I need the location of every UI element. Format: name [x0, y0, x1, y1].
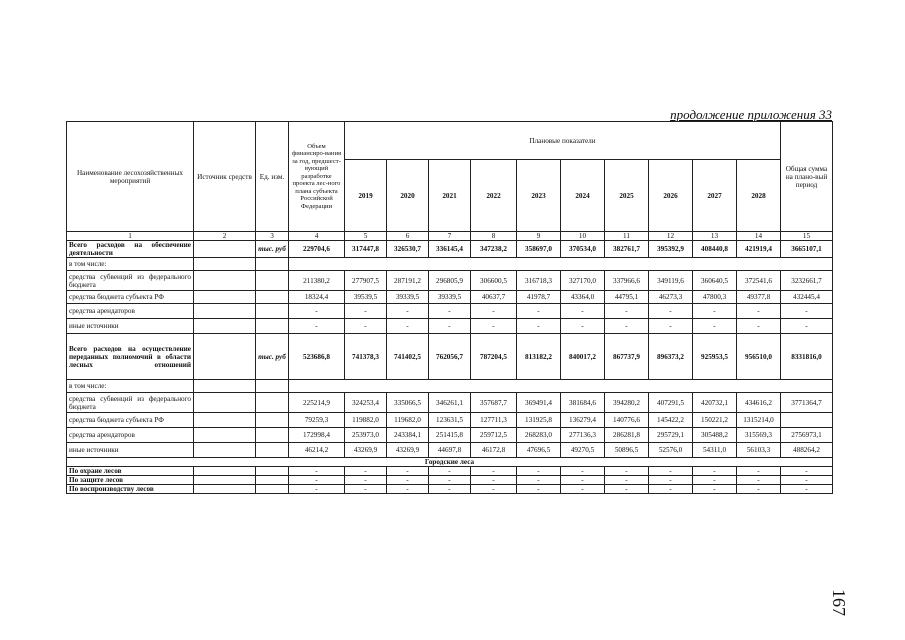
value-cell: 123631,5 [429, 413, 471, 428]
value-cell: 306600,5 [471, 271, 517, 291]
column-number: 4 [289, 232, 345, 241]
value-cell: 394280,2 [605, 393, 649, 413]
value-cell: - [605, 304, 649, 319]
table-row [67, 467, 833, 476]
value-cell: - [649, 476, 693, 485]
value-cell: 372541,6 [737, 271, 781, 291]
source-cell [194, 291, 256, 304]
value-cell: 407291,5 [649, 393, 693, 413]
value-cell: - [429, 319, 471, 334]
table-row [67, 291, 833, 304]
value-cell: 41978,7 [517, 291, 561, 304]
row-label: По защите лесов [67, 476, 194, 485]
value-cell: 317447,8 [345, 241, 387, 258]
value-cell: - [649, 304, 693, 319]
unit-cell [256, 291, 289, 304]
value-cell: 295729,1 [649, 428, 693, 443]
header-name: Наименование лесохозяйственных мероприятий [67, 122, 194, 232]
value-cell: 349119,6 [649, 271, 693, 291]
value-cell: - [517, 304, 561, 319]
row-label: средства субвенций из федерального бюджета [67, 271, 194, 291]
row-label: в том числе: [67, 380, 194, 393]
unit-cell [256, 393, 289, 413]
source-cell [194, 428, 256, 443]
finance-table [66, 121, 833, 494]
value-cell: - [471, 476, 517, 485]
row-label: средства бюджета субъекта РФ [67, 291, 194, 304]
header-year: 2025 [605, 160, 649, 232]
value-cell: 251415,8 [429, 428, 471, 443]
value-cell: 336145,4 [429, 241, 471, 258]
value-cell: - [429, 485, 471, 494]
value-cell: 896373,2 [649, 334, 693, 380]
column-number: 6 [387, 232, 429, 241]
value-cell: - [561, 476, 605, 485]
table-row [67, 393, 833, 413]
value-cell: - [737, 485, 781, 494]
row-label: По воспроизводству лесов [67, 485, 194, 494]
value-cell: - [387, 304, 429, 319]
value-cell: 145422,2 [649, 413, 693, 428]
value-cell: - [289, 319, 345, 334]
source-cell [194, 413, 256, 428]
value-cell: 324253,4 [345, 393, 387, 413]
value-cell: 44795,1 [605, 291, 649, 304]
value-cell: 119882,0 [345, 413, 387, 428]
header-year: 2021 [429, 160, 471, 232]
row-label: средства арендаторов [67, 428, 194, 443]
column-number: 7 [429, 232, 471, 241]
value-cell: 3665107,1 [781, 241, 833, 258]
header-year: 2028 [737, 160, 781, 232]
value-cell: 813182,2 [517, 334, 561, 380]
value-cell: - [289, 476, 345, 485]
value-cell: - [471, 319, 517, 334]
value-cell: - [471, 304, 517, 319]
column-number: 9 [517, 232, 561, 241]
value-cell: 335066,5 [387, 393, 429, 413]
value-cell: - [693, 304, 737, 319]
source-cell [194, 393, 256, 413]
value-cell: 360640,5 [693, 271, 737, 291]
row-label: в том числе: [67, 258, 194, 271]
value-cell: - [737, 304, 781, 319]
value-cell: 52576,0 [649, 443, 693, 458]
value-cell: 346261,1 [429, 393, 471, 413]
value-cell: - [737, 476, 781, 485]
value-cell: 337966,6 [605, 271, 649, 291]
value-cell: 39539,5 [345, 291, 387, 304]
header-planned: Плановые показатели [345, 122, 781, 160]
source-cell [194, 485, 256, 494]
table-row [67, 476, 833, 485]
unit-cell [256, 485, 289, 494]
value-cell: 381684,6 [561, 393, 605, 413]
value-cell: 127711,3 [471, 413, 517, 428]
value-cell: 18324,4 [289, 291, 345, 304]
source-cell [194, 380, 256, 393]
source-cell [194, 443, 256, 458]
unit-cell [256, 319, 289, 334]
row-label: По охране лесов [67, 467, 194, 476]
column-number: 14 [737, 232, 781, 241]
row-label: иные источники [67, 319, 194, 334]
value-cell: 140776,6 [605, 413, 649, 428]
value-cell: 395392,9 [649, 241, 693, 258]
value-cell: 382761,7 [605, 241, 649, 258]
column-number: 2 [194, 232, 256, 241]
value-cell: 370534,0 [561, 241, 605, 258]
table-row [67, 258, 833, 271]
value-cell: 119682,0 [387, 413, 429, 428]
table-row [67, 304, 833, 319]
unit-cell [256, 443, 289, 458]
value-cell: - [781, 319, 833, 334]
value-cell: 268283,0 [517, 428, 561, 443]
column-number: 5 [345, 232, 387, 241]
value-cell: 40637,7 [471, 291, 517, 304]
value-cell: 296805,9 [429, 271, 471, 291]
value-cell: 47800,3 [693, 291, 737, 304]
value-cell: - [289, 467, 345, 476]
value-cell: 420732,1 [693, 393, 737, 413]
value-cell: 277136,3 [561, 428, 605, 443]
value-cell: 211380,2 [289, 271, 345, 291]
value-cell: - [649, 319, 693, 334]
caption: продолжение приложения 33 [670, 107, 832, 122]
value-cell: 286281,8 [605, 428, 649, 443]
value-cell: 39339,5 [429, 291, 471, 304]
value-cell: - [345, 467, 387, 476]
row-label: иные источники [67, 443, 194, 458]
unit-cell: тыс. руб [256, 241, 289, 258]
value-cell: 243384,1 [387, 428, 429, 443]
value-cell: 741402,5 [387, 334, 429, 380]
value-cell: - [471, 485, 517, 494]
value-cell: 225214,9 [289, 393, 345, 413]
row-label: Всего расходов на обеспечение деятельности [67, 241, 194, 258]
source-cell [194, 334, 256, 380]
value-cell: 172998,4 [289, 428, 345, 443]
value-cell: - [561, 485, 605, 494]
table-row [67, 485, 833, 494]
value-cell: 131925,8 [517, 413, 561, 428]
header-year: 2026 [649, 160, 693, 232]
value-cell: 150221,2 [693, 413, 737, 428]
value-cell: 316718,3 [517, 271, 561, 291]
source-cell [194, 241, 256, 258]
unit-cell [256, 258, 289, 271]
value-cell: 408440,8 [693, 241, 737, 258]
value-cell: 327170,0 [561, 271, 605, 291]
value-cell [781, 413, 833, 428]
column-number: 10 [561, 232, 605, 241]
value-cell: 421919,4 [737, 241, 781, 258]
header-year: 2020 [387, 160, 429, 232]
value-cell: 46214,2 [289, 443, 345, 458]
value-cell: 488264,2 [781, 443, 833, 458]
value-cell: - [649, 485, 693, 494]
column-number: 12 [649, 232, 693, 241]
value-cell: 741378,3 [345, 334, 387, 380]
source-cell [194, 304, 256, 319]
table-row [67, 334, 833, 380]
value-cell: - [693, 485, 737, 494]
header-year: 2024 [561, 160, 605, 232]
value-cell: 305488,2 [693, 428, 737, 443]
header-year: 2023 [517, 160, 561, 232]
source-cell [194, 476, 256, 485]
value-cell: 49377,8 [737, 291, 781, 304]
value-cell: - [345, 304, 387, 319]
header-total: Общая сумма на плано-вый период [781, 122, 833, 232]
value-cell: - [517, 476, 561, 485]
value-cell: 956510,0 [737, 334, 781, 380]
value-cell: 347238,2 [471, 241, 517, 258]
unit-cell: тыс. руб [256, 334, 289, 380]
column-number: 1 [67, 232, 194, 241]
value-cell: 287191,2 [387, 271, 429, 291]
header-year: 2022 [471, 160, 517, 232]
table-row [67, 241, 833, 258]
value-cell: 8331816,0 [781, 334, 833, 380]
value-cell: - [737, 319, 781, 334]
value-cell: - [517, 467, 561, 476]
value-cell: 46172,8 [471, 443, 517, 458]
value-cell: 259712,5 [471, 428, 517, 443]
value-cell: - [387, 319, 429, 334]
value-cell: - [429, 304, 471, 319]
value-cell: 762056,7 [429, 334, 471, 380]
value-cell: 787204,5 [471, 334, 517, 380]
row-label: средства субвенций из федерального бюджета [67, 393, 194, 413]
column-number: 8 [471, 232, 517, 241]
value-cell: 43364,0 [561, 291, 605, 304]
value-cell: 369491,4 [517, 393, 561, 413]
column-number: 15 [781, 232, 833, 241]
value-cell: - [471, 467, 517, 476]
column-number: 3 [256, 232, 289, 241]
value-cell: - [387, 476, 429, 485]
source-cell [194, 467, 256, 476]
source-cell [194, 271, 256, 291]
header-volume: Объем финансиро-вания за год, предшест-вующий разработке проекта лес-ного плана субъекта Российской Федерации [289, 122, 345, 232]
row-label: средства арендаторов [67, 304, 194, 319]
value-cell: - [561, 304, 605, 319]
table-row [67, 428, 833, 443]
value-cell: 54311,0 [693, 443, 737, 458]
value-cell: 44697,8 [429, 443, 471, 458]
value-cell: 56103,3 [737, 443, 781, 458]
section-row [67, 458, 833, 467]
value-cell: - [781, 467, 833, 476]
empty-cell [289, 380, 833, 393]
source-cell [194, 258, 256, 271]
table-row [67, 413, 833, 428]
page-number: 167 [829, 589, 849, 616]
value-cell: - [387, 467, 429, 476]
value-cell: 3232661,7 [781, 271, 833, 291]
value-cell: 1315214,0 [737, 413, 781, 428]
value-cell: 46273,3 [649, 291, 693, 304]
value-cell: 277907,5 [345, 271, 387, 291]
unit-cell [256, 380, 289, 393]
value-cell: - [561, 319, 605, 334]
unit-cell [256, 271, 289, 291]
value-cell: 2756973,1 [781, 428, 833, 443]
table-row [67, 271, 833, 291]
value-cell: - [345, 485, 387, 494]
value-cell: - [781, 476, 833, 485]
column-number: 13 [693, 232, 737, 241]
value-cell: - [605, 485, 649, 494]
value-cell: - [605, 319, 649, 334]
value-cell: - [561, 467, 605, 476]
column-number: 11 [605, 232, 649, 241]
value-cell: 47696,5 [517, 443, 561, 458]
table-row [67, 319, 833, 334]
value-cell: 840017,2 [561, 334, 605, 380]
value-cell: 523686,8 [289, 334, 345, 380]
value-cell: 43269,9 [387, 443, 429, 458]
header-year: 2027 [693, 160, 737, 232]
unit-cell [256, 428, 289, 443]
value-cell: 136279,4 [561, 413, 605, 428]
value-cell: 253973,0 [345, 428, 387, 443]
value-cell: - [429, 467, 471, 476]
value-cell: - [387, 485, 429, 494]
unit-cell [256, 413, 289, 428]
value-cell: 229704,6 [289, 241, 345, 258]
value-cell: 925953,5 [693, 334, 737, 380]
value-cell: - [693, 476, 737, 485]
header-unit: Ед. изм. [256, 122, 289, 232]
row-label: Всего расходов на осуществление переданных полномочий в области лесных отношений [67, 334, 194, 380]
unit-cell [256, 467, 289, 476]
value-cell: - [605, 476, 649, 485]
header-year: 2019 [345, 160, 387, 232]
value-cell: - [517, 485, 561, 494]
value-cell: - [737, 467, 781, 476]
value-cell: - [429, 476, 471, 485]
table-row [67, 380, 833, 393]
value-cell: 79259,3 [289, 413, 345, 428]
row-label: средства бюджета субъекта РФ [67, 413, 194, 428]
value-cell: - [649, 467, 693, 476]
value-cell: - [289, 304, 345, 319]
unit-cell [256, 304, 289, 319]
value-cell: 43269,9 [345, 443, 387, 458]
value-cell: - [517, 319, 561, 334]
value-cell: 315569,3 [737, 428, 781, 443]
section-title: Городские леса [67, 458, 833, 467]
source-cell [194, 319, 256, 334]
value-cell: - [693, 467, 737, 476]
table-row [67, 443, 833, 458]
value-cell: 50896,5 [605, 443, 649, 458]
value-cell: 357687,7 [471, 393, 517, 413]
header-source: Источник средств [194, 122, 256, 232]
value-cell: - [289, 485, 345, 494]
value-cell: 3771364,7 [781, 393, 833, 413]
value-cell: - [605, 467, 649, 476]
value-cell: 39339,5 [387, 291, 429, 304]
value-cell: 434616,2 [737, 393, 781, 413]
empty-cell [289, 258, 833, 271]
unit-cell [256, 476, 289, 485]
value-cell: 867737,9 [605, 334, 649, 380]
value-cell: - [781, 485, 833, 494]
value-cell: - [781, 304, 833, 319]
value-cell: - [693, 319, 737, 334]
value-cell: 432445,4 [781, 291, 833, 304]
value-cell: 358697,0 [517, 241, 561, 258]
value-cell: 49270,5 [561, 443, 605, 458]
value-cell: - [345, 319, 387, 334]
value-cell: - [345, 476, 387, 485]
value-cell: 326530,7 [387, 241, 429, 258]
